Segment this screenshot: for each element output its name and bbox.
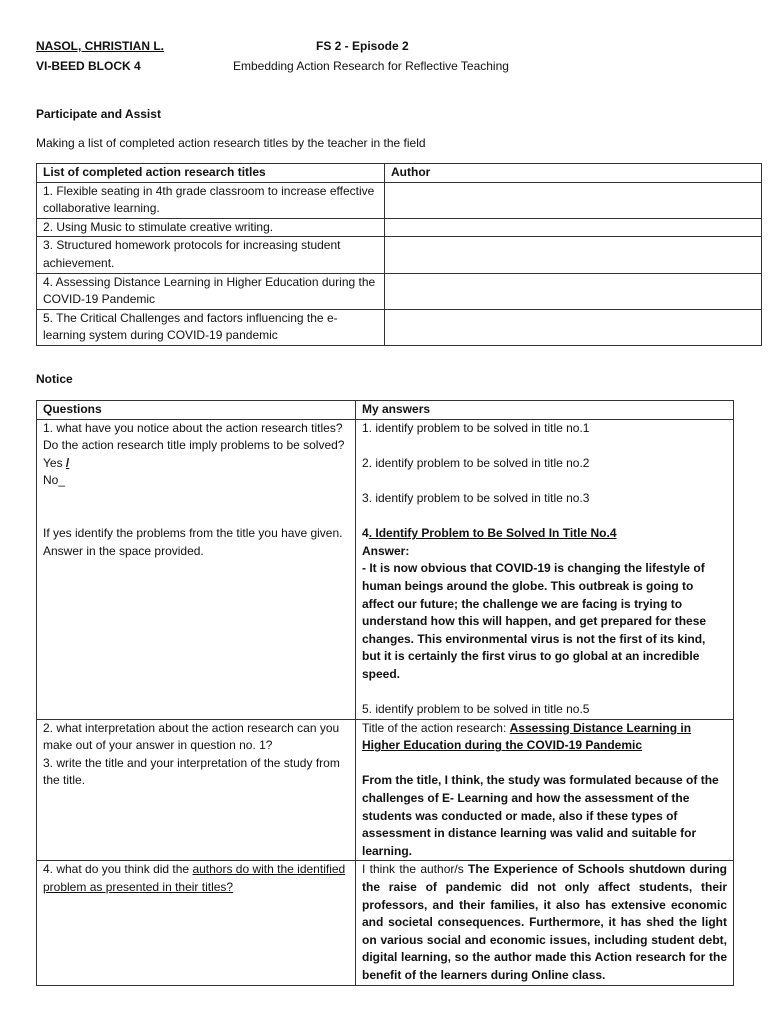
table-row bbox=[37, 237, 762, 273]
table-row bbox=[37, 719, 734, 861]
episode-subtitle: Embedding Action Research for Reflective Teaching bbox=[233, 59, 509, 73]
table-row bbox=[37, 273, 762, 309]
research-titles-table bbox=[36, 163, 762, 346]
column-header-author: Author bbox=[385, 164, 762, 183]
notice-heading: Notice bbox=[36, 372, 73, 386]
notice-table bbox=[36, 400, 734, 986]
answer-item-4: 4. Identify Problem to Be Solved In Title No.4 bbox=[362, 526, 617, 541]
table-row bbox=[37, 309, 762, 345]
course-title: FS 2 - Episode 2 bbox=[316, 39, 409, 53]
answer-cell-3 bbox=[356, 861, 734, 985]
question-text: If yes identify the problems from the title you have given. Answer in the space provided. bbox=[43, 526, 343, 558]
question-cell-1 bbox=[37, 419, 356, 719]
author-cell bbox=[385, 309, 762, 345]
participate-instruction: Making a list of completed action research titles by the teacher in the field bbox=[36, 136, 426, 150]
answer-item: 5. identify problem to be solved in title no.5 bbox=[362, 702, 590, 717]
column-header-questions: Questions bbox=[37, 401, 356, 420]
question-text: 3. write the title and your interpretation of the study from the title. bbox=[43, 755, 340, 788]
student-block: VI-BEED BLOCK 4 bbox=[36, 59, 141, 73]
question-text: 4. what do you think did the authors do with the identified problem as presented in their titles? bbox=[43, 862, 346, 895]
question-cell-2 bbox=[37, 719, 356, 861]
question-cell-3 bbox=[37, 861, 356, 985]
column-header-titles: List of completed action research titles bbox=[37, 164, 385, 183]
author-action-text: I think the author/s The Experience of Schools shutdown during the raise of pandemic did not only affect students, their professors, and their families, it also has extensive economic and societal consequences. Furthermore, it has shed the light on various social and economic issues, including student debt, digital learning, so the author made this Action research for the benefit of the learners during Online class. bbox=[362, 862, 728, 982]
question-text: Do the action research title imply problems to be solved? Yes / bbox=[43, 438, 345, 470]
answer-text: - It is now obvious that COVID-19 is changing the lifestyle of human beings around the globe. This outbreak is going to affect our future; the challenge we are facing is trying to understand how this will happen, and get prepared for these changes. This environmental virus is not the first of its kind, but it is certainly the first virus to go global at an incredible speed. bbox=[362, 561, 707, 681]
author-cell bbox=[385, 218, 762, 237]
answer-item: 3. identify problem to be solved in title no.3 bbox=[362, 490, 590, 505]
author-cell bbox=[385, 273, 762, 309]
table-row bbox=[37, 861, 734, 985]
table-row bbox=[37, 419, 734, 719]
answer-label: Answer: bbox=[362, 543, 410, 558]
question-text: 2. what interpretation about the action research can you make out of your answer in question no. 1? bbox=[43, 720, 340, 753]
author-cell bbox=[385, 182, 762, 218]
research-title: 5. The Critical Challenges and factors influencing the e-learning system during COVID-19 pandemic bbox=[37, 309, 385, 345]
answer-cell-2 bbox=[356, 719, 734, 861]
action-research-title: Title of the action research: Assessing Distance Learning in Higher Education during the COVID-19 Pandemic bbox=[362, 720, 692, 753]
yes-mark: / bbox=[65, 455, 70, 470]
answer-item: 2. identify problem to be solved in title no.2 bbox=[362, 455, 590, 470]
research-title: 1. Flexible seating in 4th grade classroom to increase effective collaborative learning. bbox=[37, 182, 385, 218]
question-text: 1. what have you notice about the action research titles? bbox=[43, 420, 343, 435]
research-title: 4. Assessing Distance Learning in Higher Education during the COVID-19 Pandemic bbox=[37, 273, 385, 309]
answer-cell-1 bbox=[356, 419, 734, 719]
answer-item: 1. identify problem to be solved in title no.1 bbox=[362, 420, 590, 435]
table-row bbox=[37, 182, 762, 218]
author-cell bbox=[385, 237, 762, 273]
table-header-row bbox=[37, 164, 762, 183]
participate-heading: Participate and Assist bbox=[36, 107, 161, 121]
research-title: 3. Structured homework protocols for increasing student achievement. bbox=[37, 237, 385, 273]
column-header-answers: My answers bbox=[356, 401, 734, 420]
table-header-row bbox=[37, 401, 734, 420]
student-name: NASOL, CHRISTIAN L. bbox=[36, 39, 164, 53]
table-row bbox=[37, 218, 762, 237]
research-title: 2. Using Music to stimulate creative writing. bbox=[37, 218, 385, 237]
interpretation-text: From the title, I think, the study was formulated because of the challenges of E- Learning and how the assessment of the students was conducted or made, also if these types of assessment in distance learning was valid and suitable for learning. bbox=[362, 773, 719, 858]
question-text: No_ bbox=[43, 473, 66, 488]
